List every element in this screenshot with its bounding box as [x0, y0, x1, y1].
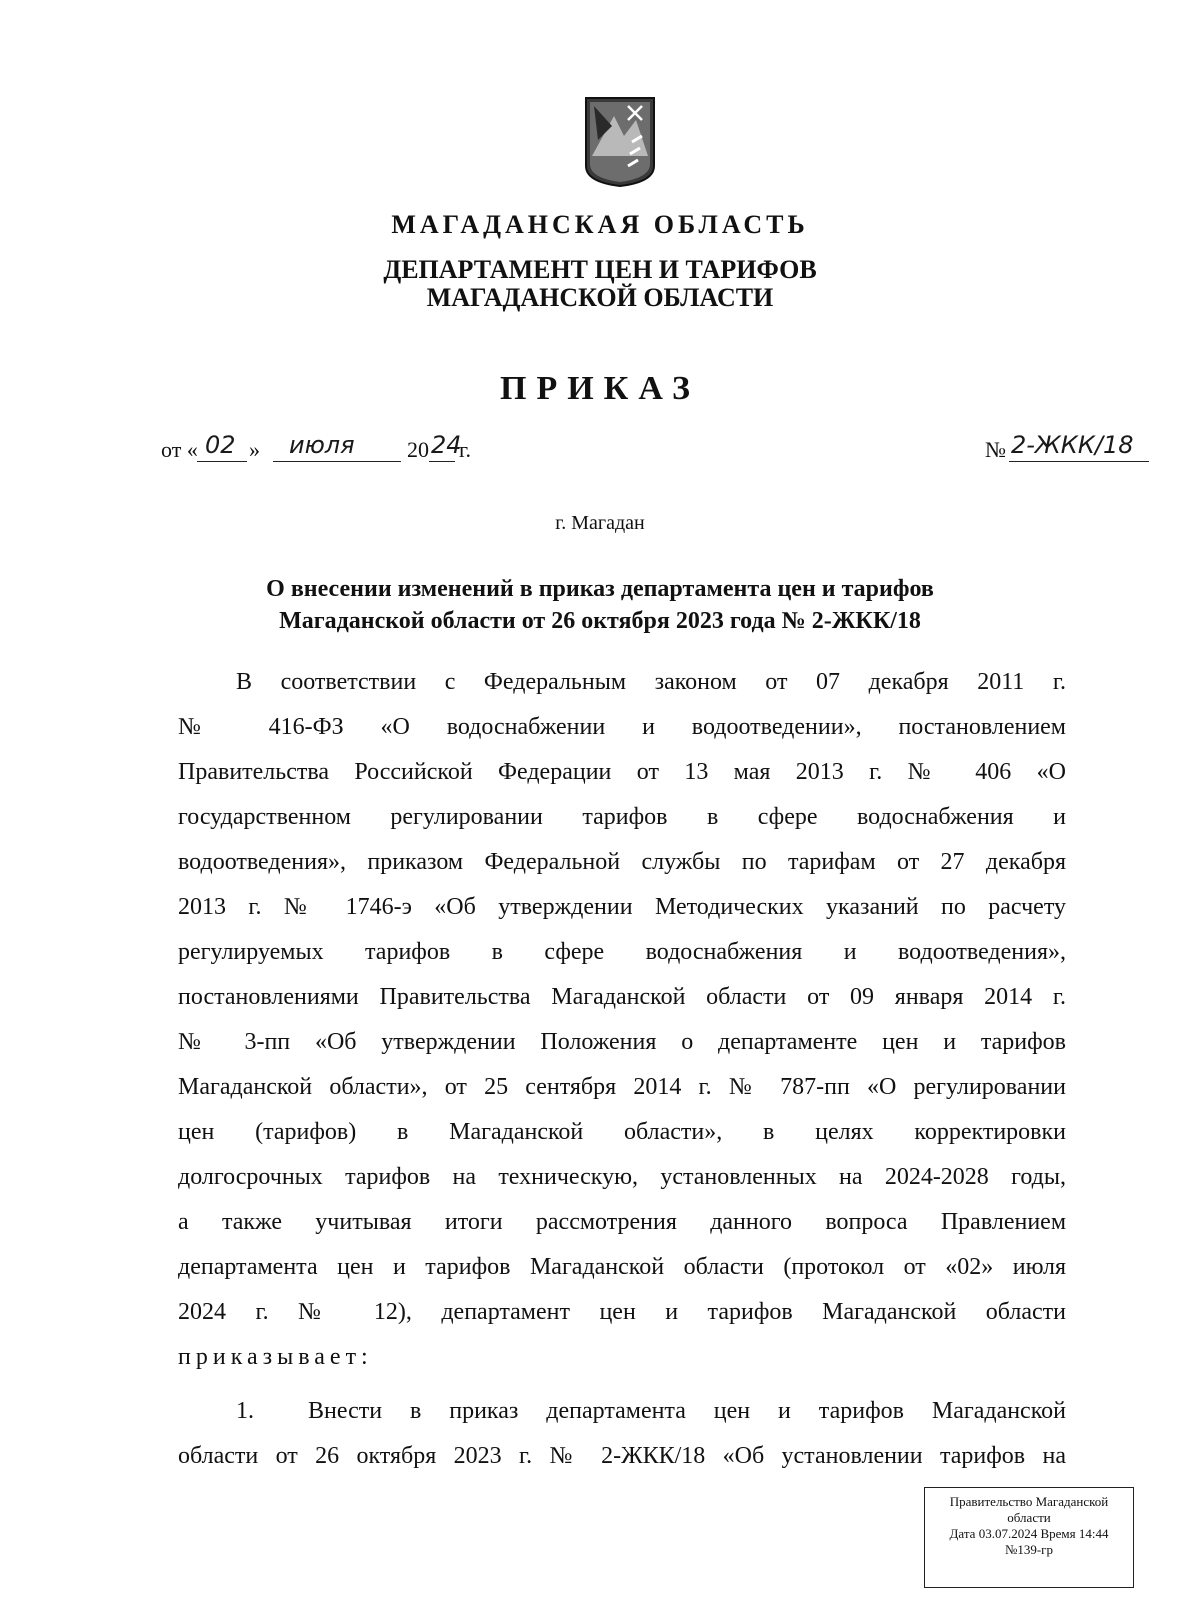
- body-line: № 416-ФЗ «О водоснабжении и водоотведении», постановлением: [178, 714, 1066, 740]
- body-paragraph: [178, 667, 1066, 1367]
- body-line: водоотведения», приказом Федеральной службы по тарифам от 27 декабря: [178, 849, 1066, 875]
- body-line: 2013 г. № 1746-э «Об утверждении Методических указаний по расчету: [178, 894, 1066, 920]
- body-line: государственном регулировании тарифов в сфере водоснабжения и: [178, 804, 1066, 830]
- stamp-line3: Дата 03.07.2024 Время 14:44: [949, 1526, 1109, 1541]
- body-line: постановлениями Правительства Магаданской области от 09 января 2014 г.: [178, 984, 1066, 1010]
- registration-stamp: [924, 1487, 1134, 1588]
- body-line: а также учитывая итоги рассмотрения данного вопроса Правлением: [178, 1209, 1066, 1235]
- date-year-handwritten: 24: [431, 431, 462, 459]
- item-1-line2: области от 26 октября 2023 г. № 2-ЖКК/18 «Об установлении тарифов на: [178, 1443, 1066, 1469]
- body-line: департамента цен и тарифов Магаданской области (протокол от «02» июля: [178, 1254, 1066, 1280]
- date-year-prefix: 20: [407, 437, 429, 462]
- body-line: Правительства Российской Федерации от 13 мая 2013 г. № 406 «О: [178, 759, 1066, 785]
- body-line: № 3-пп «Об утверждении Положения о департаменте цен и тарифов: [178, 1029, 1066, 1055]
- department-title-line1: ДЕПАРТАМЕНТ ЦЕН И ТАРИФОВ: [383, 255, 817, 284]
- stamp-line1: Правительство Магаданской: [949, 1494, 1109, 1509]
- item-1-line1: Внести в приказ департамента цен и тарифов Магаданской: [308, 1398, 1066, 1424]
- department-title-line2: МАГАДАНСКОЙ ОБЛАСТИ: [426, 283, 774, 312]
- date-day-handwritten: 02: [205, 431, 236, 459]
- city: г. Магадан: [555, 512, 645, 534]
- stamp-line4: №139-гр: [1004, 1542, 1054, 1557]
- date-year-underline: [429, 461, 455, 462]
- subject-line1: О внесении изменений в приказ департамента цен и тарифов: [266, 576, 934, 602]
- body-line: долгосрочных тарифов на техническую, установленных на 2024-2028 годы,: [178, 1164, 1066, 1190]
- date-suffix: г.: [459, 437, 472, 462]
- date-month-handwritten: июля: [289, 431, 355, 459]
- date-prefix: от «: [161, 437, 198, 462]
- order-number: [985, 431, 1165, 471]
- region-title: МАГАДАНСКАЯ ОБЛАСТЬ: [391, 210, 809, 239]
- order-date: [161, 431, 581, 471]
- date-quote-close: »: [249, 437, 260, 462]
- body-line: цен (тарифов) в Магаданской области», в целях корректировки: [178, 1119, 1066, 1145]
- date-month-underline: [273, 461, 401, 462]
- document-type-title: ПРИКАЗ: [500, 370, 700, 407]
- item-1-number: 1.: [236, 1398, 254, 1424]
- body-line: регулируемых тарифов в сфере водоснабжения и водоотведения»,: [178, 939, 1066, 965]
- number-handwritten: 2-ЖКК/18: [1011, 431, 1134, 459]
- decree-word: приказывает:: [178, 1344, 373, 1370]
- subject-line2: Магаданской области от 26 октября 2023 года № 2-ЖКК/18: [279, 608, 921, 634]
- item-1: [178, 1396, 1066, 1476]
- body-line: Магаданской области», от 25 сентября 2014 г. № 787-пп «О регулировании: [178, 1074, 1066, 1100]
- coat-of-arms-emblem: [584, 96, 656, 188]
- stamp-line2: области: [1007, 1510, 1051, 1525]
- number-prefix: №: [985, 437, 1006, 462]
- date-day-underline: [197, 461, 247, 462]
- number-underline: [1009, 461, 1149, 462]
- body-line: 2024 г. № 12), департамент цен и тарифов Магаданской области: [178, 1299, 1066, 1325]
- body-line: В соответствии с Федеральным законом от 07 декабря 2011 г.: [236, 669, 1066, 695]
